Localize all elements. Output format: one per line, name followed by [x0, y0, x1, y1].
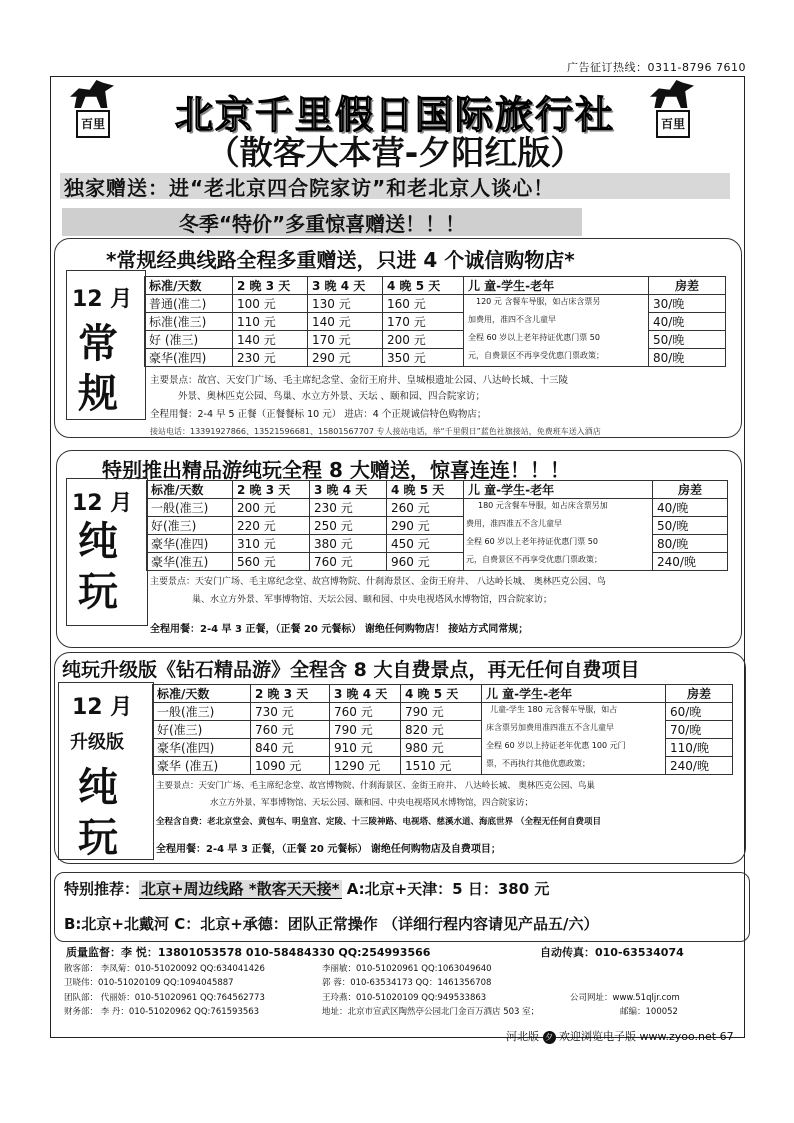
- month-label: 12 月: [72, 287, 133, 312]
- section-heading: *常规经典线路全程多重赠送，只进 4 个诚信购物店*: [106, 248, 575, 272]
- table-cell: 80/晚: [649, 349, 726, 367]
- table-cell: 200 元: [233, 499, 310, 517]
- table-cell: 40/晚: [649, 313, 726, 331]
- table-cell: 豪华(准四): [147, 535, 233, 553]
- table-cell: 110/晚: [666, 739, 733, 757]
- table-cell: 450 元: [387, 535, 464, 553]
- table-cell: 30/晚: [649, 295, 726, 313]
- table-cell: 豪华(准五): [147, 553, 233, 571]
- contact-item: 郭 蓉：010-63534173 QQ：1461356708: [322, 978, 492, 988]
- section-name: 常: [78, 321, 118, 367]
- table-cell: 100 元: [233, 295, 308, 313]
- table-header: 3 晚 4 天: [330, 685, 401, 703]
- logo-text: 百里: [656, 110, 690, 138]
- recommend-label: 特别推荐：: [64, 880, 140, 898]
- table-cell: 350 元: [383, 349, 464, 367]
- table-cell: 130 元: [308, 295, 383, 313]
- auto-fax: 自动传真：010-63534074: [540, 946, 684, 959]
- table-cell: 840 元: [251, 739, 330, 757]
- table-header: 标准/天数: [147, 481, 233, 499]
- section-name: 纯: [78, 765, 118, 811]
- contact-item: 财务部： 李 丹：010-51020962 QQ:761593563: [64, 1007, 260, 1017]
- promo-exclusive: 独家赠送：进“老北京四合院家访”和老北京人谈心！: [64, 176, 555, 200]
- attractions-text: 水立方外景、军事博物馆、天坛公园、颐和园、中央电视塔风水博物馆，四合院家访；: [210, 798, 534, 808]
- table-cell: 380 元: [310, 535, 387, 553]
- table-cell: 560 元: [233, 553, 310, 571]
- footer-edition: 河北版: [506, 1030, 539, 1043]
- table-cell: 820 元: [401, 721, 482, 739]
- page-subtitle: （散客大本营-夕阳红版）: [206, 133, 584, 172]
- table-header: 儿 童-学生-老年: [482, 685, 666, 703]
- table-note: 票，不再执行其他优惠政策；: [486, 759, 590, 768]
- table-cell: 110 元: [233, 313, 308, 331]
- table-note: 元，自费景区不再享受优惠门票政策；: [466, 555, 602, 564]
- ad-hotline: 广告征订热线：0311-8796 7610: [567, 61, 746, 74]
- table-cell: 好(准三): [147, 517, 233, 535]
- table-cell: 好(准三): [153, 721, 251, 739]
- table-cell: 一般(准三): [147, 499, 233, 517]
- table-cell: 豪华(准四): [145, 349, 233, 367]
- footer-tail: 欢迎浏览电子版 www.zyoo.net 67: [559, 1030, 734, 1043]
- contact-item: 李丽敏：010-51020961 QQ:1063049640: [322, 964, 492, 974]
- recommend-line-2: B:北京+北戴河 C：北京+承德：团队正常操作 （详细行程内容请见产品五/六）: [64, 915, 599, 933]
- section-name: 玩: [78, 815, 118, 861]
- table-cell: 790 元: [330, 721, 401, 739]
- section-subname: 升级版: [70, 732, 124, 753]
- table-header: 房差: [653, 481, 728, 499]
- table-header: 4 晚 5 天: [401, 685, 482, 703]
- table-note: 床含票另加费用准四准五不含儿童早: [486, 723, 614, 732]
- attractions-text: 巢、水立方外景、军事博物馆、天坛公园、颐和园、中央电视塔风水博物馆，四合院家访；: [192, 595, 553, 605]
- table-cell: 170 元: [383, 313, 464, 331]
- table-header: 房差: [666, 685, 733, 703]
- self-paid-text: 全程含自费：老北京堂会、黄包车、明皇宫、定陵、十三陵神路、电视塔、慈溪水道、海底世界 （全程无任何自费项目: [156, 817, 601, 827]
- promo-winter: 冬季“特价”多重惊喜赠送！！！: [178, 212, 466, 236]
- table-header: 标准/天数: [153, 685, 251, 703]
- publisher-icon: 夕: [543, 1031, 556, 1044]
- table-cell: 260 元: [387, 499, 464, 517]
- quality-supervisor: 质量监督：李 悦：13801053578 010-58484330 QQ:254993566: [66, 946, 431, 959]
- table-cell: 730 元: [251, 703, 330, 721]
- attractions-text: 外景、奥林匹克公园、鸟巢、水立方外景、天坛 、颐和园、四合院家访；: [178, 391, 486, 402]
- section-heading: 纯玩升级版《钻石精品游》全程含 8 大自费景点，再无任何自费项目: [62, 659, 640, 681]
- recommend-highlight: 北京+周边线路 *散客天天接*: [141, 880, 340, 898]
- horse-icon: [70, 80, 114, 108]
- table-cell: 310 元: [233, 535, 310, 553]
- company-logo-left: [68, 80, 116, 138]
- table-cell: 70/晚: [666, 721, 733, 739]
- table-note: 费用，准四准五不含儿童早: [466, 519, 562, 528]
- table-cell: 910 元: [330, 739, 401, 757]
- attractions-text: 主要景点：故宫、天安门广场、毛主席纪念堂、金衍王府井、皇城根遗址公园、八达岭长城、十三陵: [150, 375, 569, 386]
- section-name: 玩: [78, 569, 118, 615]
- table-cell: 290 元: [387, 517, 464, 535]
- table-cell: 50/晚: [649, 331, 726, 349]
- recommend-tianjin: A:北京+天津：5 日：380 元: [341, 880, 550, 898]
- table-cell: 40/晚: [653, 499, 728, 517]
- table-cell: 豪华 (准五): [153, 757, 251, 775]
- table-header: 儿 童-学生-老年: [464, 277, 649, 295]
- footer: [506, 1028, 734, 1044]
- table-cell: 230 元: [310, 499, 387, 517]
- table-cell: 1510 元: [401, 757, 482, 775]
- price-table: [144, 276, 726, 367]
- table-cell: 140 元: [233, 331, 308, 349]
- table-cell: 760 元: [251, 721, 330, 739]
- attractions-text: 主要景点：天安门广场、毛主席纪念堂、故宫博物院、什刹海景区、金街王府井、 八达岭长城、 奥林匹克公园、鸟巢: [156, 781, 595, 791]
- table-header: 2 晚 3 天: [233, 277, 308, 295]
- table-header: 2 晚 3 天: [233, 481, 310, 499]
- attractions-text: 主要景点：天安门广场、毛主席纪念堂、故宫博物院、什刹海景区、金街王府井、 八达岭长城、 奥林匹克公园、鸟: [150, 577, 606, 587]
- table-cell: 220 元: [233, 517, 310, 535]
- table-cell: 普通(准二): [145, 295, 233, 313]
- section-heading: 特别推出精品游纯玩全程 8 大赠送，惊喜连连！！！: [102, 458, 570, 482]
- section-name: 纯: [78, 519, 118, 565]
- table-note: 120 元 含餐车导服，如占床含票另: [476, 297, 601, 306]
- logo-text: 百里: [76, 110, 110, 138]
- table-cell: 240/晚: [653, 553, 728, 571]
- meals-text: 全程用餐：2-4 早 3 正餐，（正餐 20 元餐标） 谢绝任何购物店及自费项目；: [156, 844, 501, 855]
- contact-item: 散客部： 李凤菊：010-51020092 QQ:634041426: [64, 964, 265, 974]
- table-header: 房差: [649, 277, 726, 295]
- table-cell: 140 元: [308, 313, 383, 331]
- table-cell: 标准(准三): [145, 313, 233, 331]
- table-cell: 250 元: [310, 517, 387, 535]
- table-cell: 80/晚: [653, 535, 728, 553]
- table-cell: 760 元: [330, 703, 401, 721]
- table-cell: 200 元: [383, 331, 464, 349]
- recommend-line: [64, 878, 549, 899]
- table-cell: 60/晚: [666, 703, 733, 721]
- table-header: 4 晚 5 天: [387, 481, 464, 499]
- table-cell: 160 元: [383, 295, 464, 313]
- table-cell: 230 元: [233, 349, 308, 367]
- table-note: 全程 60 岁以上老年持证优惠门票 50: [468, 333, 600, 342]
- table-header: 3 晚 4 天: [310, 481, 387, 499]
- table-header: 儿 童-学生-老年: [464, 481, 653, 499]
- table-note: 全程 60 岁以上持证老年优惠 100 元门: [486, 741, 626, 750]
- meals-text: 全程用餐：2-4 早 3 正餐，（正餐 20 元餐标） 谢绝任何购物店！ 接站方式同常规；: [150, 624, 529, 635]
- table-note: 儿童-学生 180 元含餐车导服，如占: [490, 705, 618, 714]
- postal-code: 邮编：100052: [620, 1007, 678, 1017]
- table-header: 标准/天数: [145, 277, 233, 295]
- price-table: [146, 480, 728, 571]
- table-cell: 好 (准三): [145, 331, 233, 349]
- table-cell: 760 元: [310, 553, 387, 571]
- page-title: 北京千里假日国际旅行社: [174, 93, 615, 137]
- company-website: 公司网址：www.51qljr.com: [570, 993, 680, 1003]
- price-table: [152, 684, 733, 775]
- table-header: 4 晚 5 天: [383, 277, 464, 295]
- table-cell: 960 元: [387, 553, 464, 571]
- table-note: 加费用，准四不含儿童早: [468, 315, 556, 324]
- table-note: 全程 60 岁以上老年持证优惠门票 50: [466, 537, 598, 546]
- table-cell: 一般(准三): [153, 703, 251, 721]
- table-header: 3 晚 4 天: [308, 277, 383, 295]
- month-label: 12 月: [72, 491, 133, 516]
- table-cell: 980 元: [401, 739, 482, 757]
- table-cell: 1090 元: [251, 757, 330, 775]
- table-cell: 50/晚: [653, 517, 728, 535]
- table-cell: 790 元: [401, 703, 482, 721]
- table-note: 元，自费景区不再享受优惠门票政策；: [468, 351, 604, 360]
- section-name: 规: [78, 371, 118, 417]
- table-cell: 170 元: [308, 331, 383, 349]
- table-cell: 1290 元: [330, 757, 401, 775]
- contact-item: 卫晓伟：010-51020109 QQ:1094045887: [64, 978, 234, 988]
- meals-text: 全程用餐：2-4 早 5 正餐（正餐餐标 10 元） 进店：4 个正规诚信特色购物店；: [150, 409, 487, 420]
- contact-item: 王玲燕：010-51020109 QQ:949533863: [322, 993, 487, 1003]
- table-note: 180 元含餐车导服，如占床含票另加: [478, 501, 608, 510]
- month-label: 12 月: [72, 695, 133, 720]
- contact-item: 团队部： 代丽娇：010-51020961 QQ:764562773: [64, 993, 265, 1003]
- table-header: 2 晚 3 天: [251, 685, 330, 703]
- table-cell: 290 元: [308, 349, 383, 367]
- table-cell: 豪华(准四): [153, 739, 251, 757]
- table-cell: 240/晚: [666, 757, 733, 775]
- pickup-text: 接站电话：13391927866、13521596681、15801567707 专人接站电话，举“千里假日”蓝色社旗接站，免费班车送入酒店: [150, 427, 601, 436]
- company-address: 地址：北京市宣武区陶然亭公园北门金百万酒店 503 室；: [322, 1007, 540, 1017]
